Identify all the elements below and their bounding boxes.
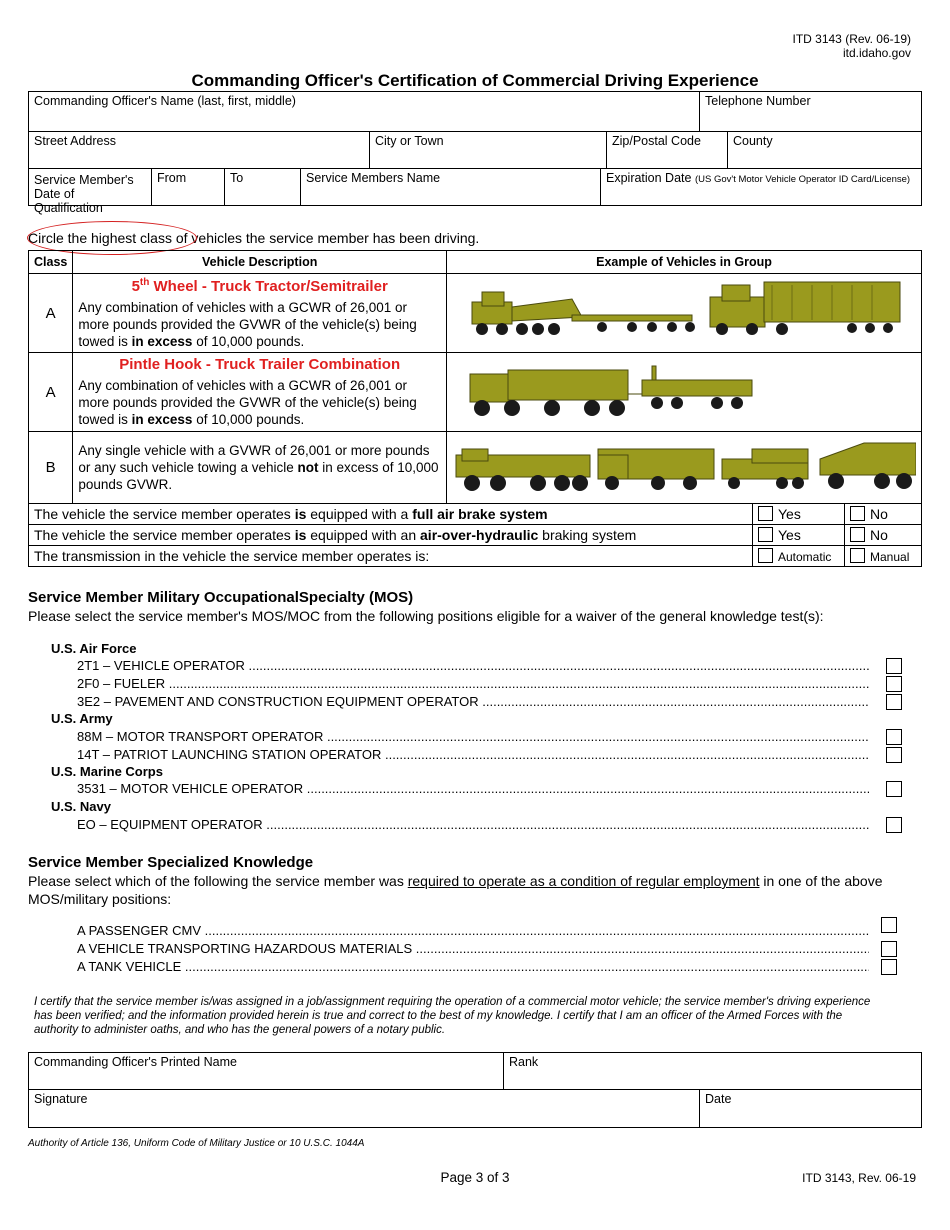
heading-superscript: th	[139, 276, 150, 288]
knowledge-checkbox[interactable]	[881, 959, 897, 975]
printed-name-label: Commanding Officer's Printed Name	[34, 1055, 237, 1069]
mos-checkbox[interactable]	[886, 817, 902, 833]
question-text: The vehicle the service member operates	[34, 527, 295, 543]
option-cell[interactable]	[845, 546, 922, 567]
mos-checkbox[interactable]	[886, 658, 902, 674]
to-label: To	[230, 171, 244, 185]
row-description	[78, 377, 441, 428]
mos-item: EO – EQUIPMENT OPERATOR .....	[77, 817, 869, 832]
mos-heading: Service Member Military OccupationalSpecialty (MOS)	[28, 589, 414, 606]
to-field[interactable]	[224, 168, 301, 206]
expiration-note: (US Gov't Motor Vehicle Operator ID Card/License)	[694, 174, 911, 185]
class-cell[interactable]: B	[29, 432, 73, 504]
brake-question	[29, 525, 753, 546]
no-checkbox[interactable]	[850, 506, 865, 521]
question-text-mid: equipped with an	[306, 527, 421, 543]
question-text-end: braking system	[538, 527, 637, 543]
question-bold-2: full air brake system	[412, 506, 548, 522]
zip-label: Zip/Postal Code	[612, 134, 701, 148]
rank-field[interactable]	[503, 1052, 922, 1090]
heading-number: 5	[131, 277, 140, 295]
description-cell	[73, 353, 447, 432]
description-cell	[73, 432, 447, 504]
col-header-class: Class	[29, 251, 73, 274]
knowledge-instruction	[28, 872, 920, 908]
no-label: No	[870, 506, 888, 522]
expiration-field[interactable]	[600, 168, 922, 206]
mos-checkbox[interactable]	[886, 676, 902, 692]
row-description	[78, 299, 441, 350]
mos-checkbox[interactable]	[886, 781, 902, 797]
option-cell[interactable]	[845, 525, 922, 546]
no-checkbox[interactable]	[850, 527, 865, 542]
automatic-checkbox[interactable]	[758, 548, 773, 563]
question-bold: is	[294, 527, 307, 543]
website: itd.idaho.gov	[842, 46, 911, 60]
mos-item: 2F0 – FUELER .....	[77, 676, 869, 691]
telephone-field[interactable]	[699, 91, 922, 132]
form-header-meta	[793, 32, 912, 60]
pintle-hook-vehicles-image	[452, 356, 906, 426]
zip-field[interactable]	[606, 131, 728, 169]
mos-item: 3E2 – PAVEMENT AND CONSTRUCTION EQUIPMENT OPERATOR .....	[77, 694, 869, 709]
description-bold: in excess	[131, 333, 193, 349]
knowledge-heading: Service Member Specialized Knowledge	[28, 854, 314, 871]
expiration-label	[606, 171, 916, 187]
table-row[interactable]	[29, 432, 922, 504]
page-number: Page 3 of 3	[440, 1170, 510, 1185]
examples-cell	[447, 274, 922, 353]
mos-item: 88M – MOTOR TRANSPORT OPERATOR .....	[77, 729, 869, 744]
knowledge-item: A TANK VEHICLE .....	[77, 959, 869, 974]
examples-cell	[447, 353, 922, 432]
question-text: The transmission in the vehicle the service member operates is:	[34, 548, 430, 564]
signature-field[interactable]	[28, 1089, 700, 1128]
description-text-end: of 10,000 pounds.	[192, 333, 305, 349]
signature-label: Signature	[34, 1092, 88, 1106]
transmission-question	[29, 546, 753, 567]
yes-checkbox[interactable]	[758, 506, 773, 521]
service-date-label-cell	[28, 168, 152, 215]
manual-checkbox[interactable]	[850, 548, 865, 563]
member-name-field[interactable]	[300, 168, 601, 206]
circle-instruction: Circle the highest class of vehicles the service member has been driving.	[28, 230, 480, 246]
option-cell[interactable]	[753, 504, 845, 525]
table-row[interactable]	[29, 274, 922, 353]
footer-form-rev: ITD 3143, Rev. 06-19	[802, 1171, 916, 1185]
knowledge-item: A VEHICLE TRANSPORTING HAZARDOUS MATERIALS .....	[77, 941, 869, 956]
service-date-label-2: Date of Qualification	[34, 187, 103, 215]
vehicle-class-table	[28, 250, 922, 504]
description-text: Any single vehicle with a GVWR of 26,001 or more pounds or any such vehicle towing a vehicle	[78, 443, 430, 475]
mos-item: 2T1 – VEHICLE OPERATOR .....	[77, 658, 869, 673]
yes-label: Yes	[778, 506, 801, 522]
brake-system-table	[28, 503, 922, 567]
question-bold: is	[294, 506, 307, 522]
mos-instruction: Please select the service member's MOS/MOC from the following positions eligible for a waiver of the general knowledge test(s):	[28, 608, 824, 624]
knowledge-checkbox[interactable]	[881, 941, 897, 957]
county-field[interactable]	[727, 131, 922, 169]
table-header-row	[29, 251, 922, 274]
form-id: ITD 3143 (Rev. 06-19)	[792, 32, 911, 46]
question-bold-2: air-over-hydraulic	[420, 527, 539, 543]
semitrailer-vehicles-image	[452, 277, 906, 347]
mos-item: 3531 – MOTOR VEHICLE OPERATOR .....	[77, 781, 869, 796]
automatic-label: Automatic	[778, 550, 832, 564]
table-row	[29, 504, 922, 525]
row-description	[78, 442, 441, 493]
co-name-label: Commanding Officer's Name (last, first, middle)	[34, 94, 296, 108]
group-marine-corps: U.S. Marine Corps	[51, 764, 163, 779]
rank-label: Rank	[509, 1055, 539, 1069]
group-navy: U.S. Navy	[51, 799, 111, 814]
street-label: Street Address	[34, 134, 116, 148]
option-cell[interactable]	[845, 504, 922, 525]
yes-checkbox[interactable]	[758, 527, 773, 542]
from-label: From	[157, 171, 187, 185]
col-header-description: Vehicle Description	[73, 251, 447, 274]
instruction-underlined: required to operate as a condition of regular employment	[407, 873, 760, 889]
date-field[interactable]	[699, 1089, 922, 1128]
heading-text: Wheel - Truck Tractor/Semitrailer	[149, 277, 388, 295]
col-header-examples: Example of Vehicles in Group	[447, 251, 922, 274]
description-text-end: of 10,000 pounds.	[192, 412, 305, 427]
manual-label: Manual	[870, 550, 910, 564]
certification-statement: I certify that the service member is/was assigned in a job/assignment requiring the operation of a commercial motor vehicle; the service member's driving experience has been verified; and the information provided herein is true and correct to the best of my knowledge. I certify that I am an officer of the Armed Forces with the authority to administer oaths, and who has the general powers of a notary public.	[34, 996, 871, 1036]
expiration-label-text: Expiration Date	[606, 171, 692, 185]
brake-question	[29, 504, 753, 525]
knowledge-item: A PASSENGER CMV .....	[77, 923, 869, 938]
city-field[interactable]	[369, 131, 607, 169]
mos-item: 14T – PATRIOT LAUNCHING STATION OPERATOR .....	[77, 747, 869, 762]
description-bold: in excess	[131, 412, 193, 427]
knowledge-checkbox[interactable]	[881, 917, 897, 933]
member-name-label: Service Members Name	[306, 171, 441, 185]
description-text-end: in excess of 10,000 pounds GVWR.	[78, 460, 439, 492]
co-name-field[interactable]	[28, 91, 700, 132]
telephone-label: Telephone Number	[705, 94, 811, 108]
class-cell[interactable]: A	[29, 274, 73, 353]
row-heading	[78, 277, 441, 295]
description-cell	[73, 274, 447, 353]
class-cell[interactable]: A	[29, 353, 73, 432]
printed-name-field[interactable]	[28, 1052, 504, 1090]
description-text: Any combination of vehicles with a GCWR of 26,001 or more pounds provided the GVWR of the vehicle(s) being towed is	[78, 299, 417, 349]
instruction-text: Please select which of the following the service member was	[28, 873, 408, 889]
row-heading: Pintle Hook - Truck Trailer Combination	[119, 356, 401, 373]
mos-checkbox[interactable]	[886, 694, 902, 710]
group-army: U.S. Army	[51, 711, 113, 726]
street-field[interactable]	[28, 131, 370, 169]
instruction-text-end: in one of the above MOS/military positions:	[28, 873, 883, 907]
examples-cell	[447, 432, 922, 504]
service-date-label-1: Service Member's	[34, 173, 134, 187]
option-cell[interactable]	[753, 525, 845, 546]
no-label: No	[870, 527, 888, 543]
question-text-mid: equipped with a	[306, 506, 413, 522]
mos-checkbox[interactable]	[886, 729, 902, 745]
authority-note: Authority of Article 136, Uniform Code of Military Justice or 10 U.S.C. 1044A	[28, 1138, 365, 1149]
city-label: City or Town	[375, 134, 444, 148]
page-title: Commanding Officer's Certification of Commercial Driving Experience	[191, 71, 759, 90]
date-label: Date	[705, 1092, 732, 1106]
county-label: County	[733, 134, 773, 148]
table-row[interactable]	[29, 353, 922, 432]
table-row	[29, 546, 922, 567]
description-text: Any combination of vehicles with a GCWR of 26,001 or more pounds provided the GVWR of the vehicle(s) being towed is	[78, 378, 417, 427]
from-field[interactable]	[151, 168, 225, 206]
option-cell[interactable]	[753, 546, 845, 567]
question-text: The vehicle the service member operates	[34, 506, 295, 522]
table-row	[29, 525, 922, 546]
single-vehicles-image	[452, 435, 916, 497]
group-air-force: U.S. Air Force	[51, 641, 137, 656]
yes-label: Yes	[778, 527, 801, 543]
description-bold: not	[297, 460, 319, 475]
mos-checkbox[interactable]	[886, 747, 902, 763]
